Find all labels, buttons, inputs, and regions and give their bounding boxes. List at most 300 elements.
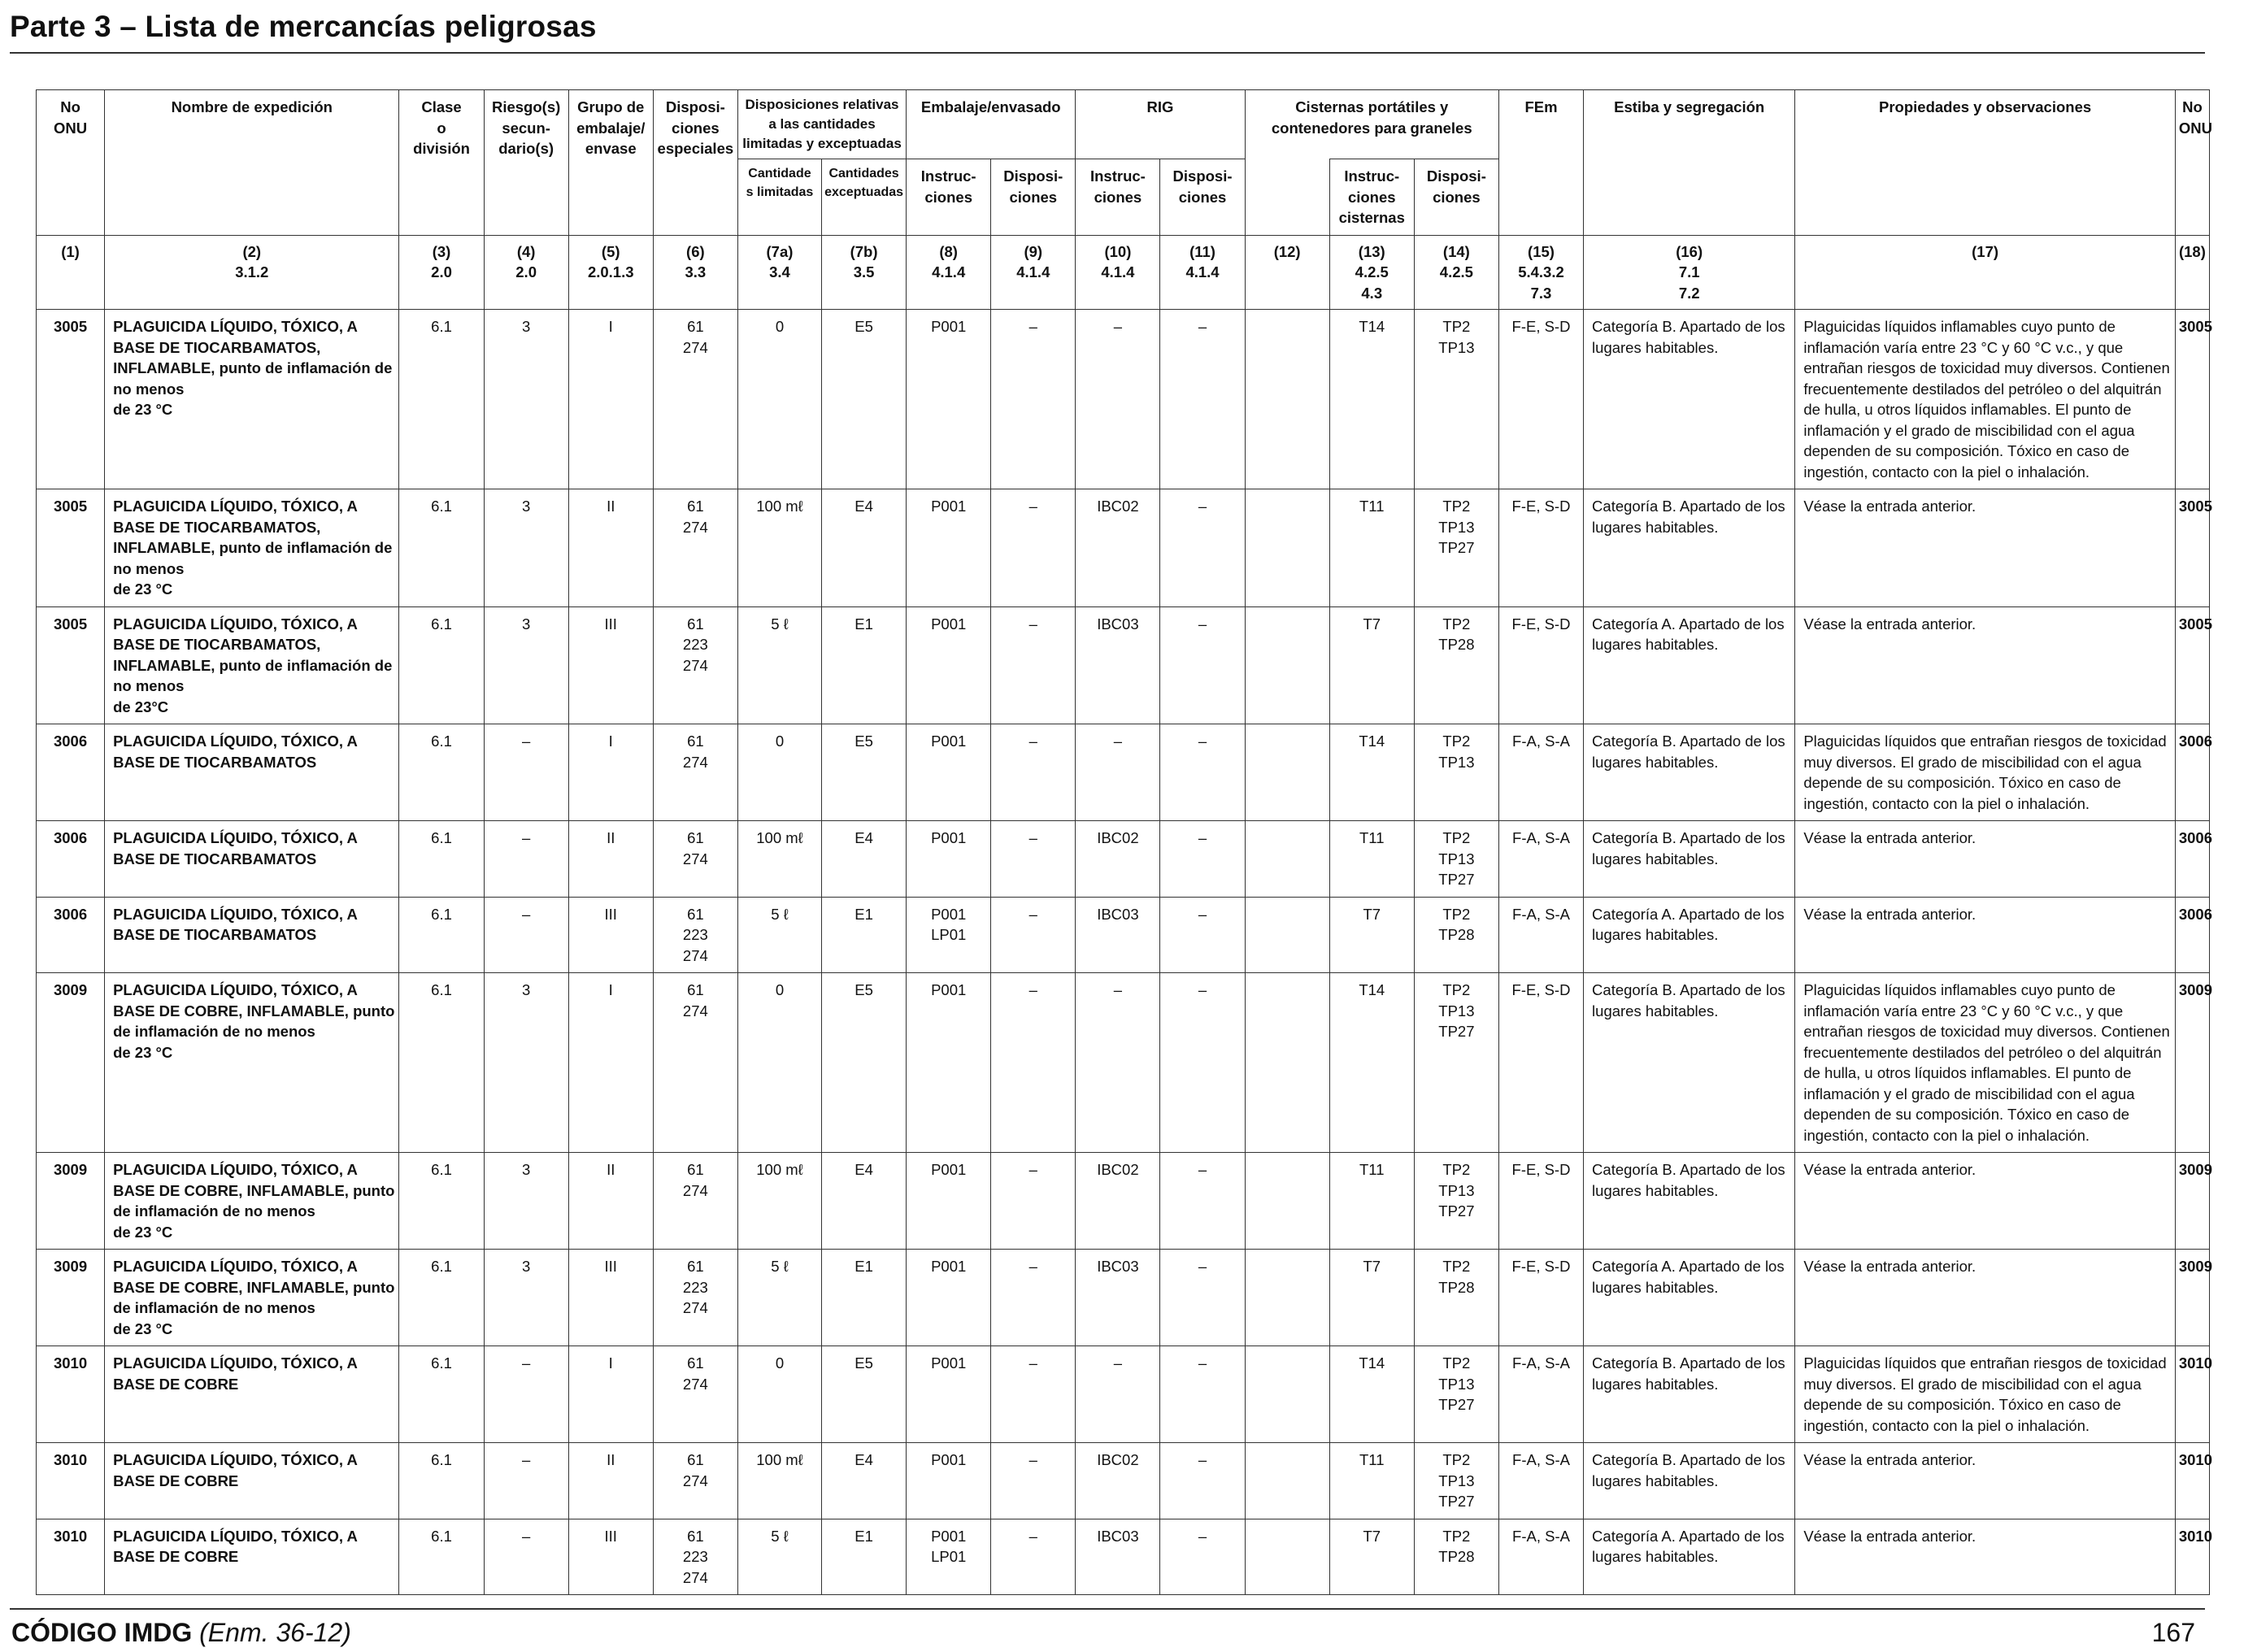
footer-code: CÓDIGO IMDG bbox=[11, 1618, 193, 1647]
class-cell: 6.1 bbox=[399, 1519, 484, 1595]
table-row bbox=[37, 1519, 2210, 1595]
special-provisions-cell: 61 274 bbox=[653, 973, 737, 1153]
ibc-instruction-cell: IBC02 bbox=[1076, 1443, 1160, 1519]
header-limited-quantities: Cantidade s limitadas bbox=[737, 159, 821, 236]
tank-instruction-cell: T11 bbox=[1329, 489, 1414, 607]
ibc-provision-cell: – bbox=[1160, 310, 1245, 489]
packing-group-cell: II bbox=[568, 821, 653, 898]
subsidiary-risk-cell: – bbox=[484, 1346, 568, 1443]
header-packing: Embalaje/envasado bbox=[907, 90, 1076, 159]
class-cell: 6.1 bbox=[399, 897, 484, 973]
packing-provision-cell: – bbox=[991, 606, 1076, 724]
class-cell: 6.1 bbox=[399, 489, 484, 607]
ibc-instruction-cell: IBC02 bbox=[1076, 1153, 1160, 1250]
shipping-name-cell bbox=[105, 1250, 399, 1346]
un-right-cell: 3009 bbox=[2175, 1250, 2209, 1346]
limited-quantity-cell: 0 bbox=[737, 973, 821, 1153]
properties-cell: Plaguicidas líquidos inflamables cuyo punto de inflamación varía entre 23 °C y 60 °C v.c., y que entrañan riesgos de toxicidad muy diversos. Contienen frecuentemente destilados del petróleo o del alquitrán de hulla, u otros líquidos inflamables. El punto de inflamación y el grado de miscibilidad con el agua dependen de su composición. Tóxico en caso de ingestión, contacto con la piel o inhalación. bbox=[1795, 973, 2176, 1153]
ems-cell: F-A, S-A bbox=[1498, 821, 1583, 898]
subsidiary-risk-cell: 3 bbox=[484, 973, 568, 1153]
properties-cell: Véase la entrada anterior. bbox=[1795, 821, 2176, 898]
ibc-instruction-cell: IBC02 bbox=[1076, 821, 1160, 898]
column-12-cell bbox=[1245, 724, 1329, 821]
column-number-14: (13) 4.2.5 4.3 bbox=[1329, 235, 1414, 310]
column-12-cell bbox=[1245, 606, 1329, 724]
tank-instruction-cell: T11 bbox=[1329, 821, 1414, 898]
header-ibc-instructions: Instruc- ciones bbox=[1076, 159, 1160, 236]
column-number-8: (7b) 3.5 bbox=[822, 235, 907, 310]
excepted-quantity-cell: E1 bbox=[822, 606, 907, 724]
shipping-name-qualifier: punto de inflamación de no menos de 23 °C bbox=[113, 1278, 395, 1337]
subsidiary-risk-cell: 3 bbox=[484, 1153, 568, 1250]
properties-cell: Véase la entrada anterior. bbox=[1795, 1153, 2176, 1250]
subsidiary-risk-cell: – bbox=[484, 1443, 568, 1519]
page-footer bbox=[10, 1608, 2205, 1649]
excepted-quantity-cell: E5 bbox=[822, 1346, 907, 1443]
excepted-quantity-cell: E5 bbox=[822, 310, 907, 489]
shipping-name-cell bbox=[105, 310, 399, 489]
packing-provision-cell: – bbox=[991, 1346, 1076, 1443]
shipping-name-main: PLAGUICIDA LÍQUIDO, TÓXICO, A BASE DE TIOCARBAMATOS bbox=[113, 829, 358, 867]
table-row bbox=[37, 1250, 2210, 1346]
ibc-provision-cell: – bbox=[1160, 1153, 1245, 1250]
ibc-provision-cell: – bbox=[1160, 1519, 1245, 1595]
column-12-cell bbox=[1245, 310, 1329, 489]
tank-instruction-cell: T7 bbox=[1329, 1250, 1414, 1346]
tank-instruction-cell: T7 bbox=[1329, 606, 1414, 724]
class-cell: 6.1 bbox=[399, 821, 484, 898]
stowage-cell: Categoría B. Apartado de los lugares habitables. bbox=[1584, 1443, 1795, 1519]
table-row bbox=[37, 973, 2210, 1153]
shipping-name-cell bbox=[105, 489, 399, 607]
tank-instruction-cell: T14 bbox=[1329, 310, 1414, 489]
ems-cell: F-A, S-A bbox=[1498, 1346, 1583, 1443]
class-cell: 6.1 bbox=[399, 1153, 484, 1250]
subsidiary-risk-cell: – bbox=[484, 724, 568, 821]
table-row bbox=[37, 1153, 2210, 1250]
shipping-name-main: PLAGUICIDA LÍQUIDO, TÓXICO, A BASE DE COBRE bbox=[113, 1527, 358, 1565]
special-provisions-cell: 61 274 bbox=[653, 1346, 737, 1443]
packing-group-cell: II bbox=[568, 1443, 653, 1519]
un-right-cell: 3010 bbox=[2175, 1443, 2209, 1519]
column-12-cell bbox=[1245, 1443, 1329, 1519]
packing-instruction-cell: P001 bbox=[907, 1346, 991, 1443]
special-provisions-cell: 61 274 bbox=[653, 310, 737, 489]
un-cell: 3005 bbox=[37, 489, 105, 607]
tank-instruction-cell: T14 bbox=[1329, 724, 1414, 821]
header-limited-excepted: Disposiciones relativas a las cantidades limitadas y exceptuadas bbox=[737, 90, 906, 159]
column-number-13: (12) bbox=[1245, 235, 1329, 310]
class-cell: 6.1 bbox=[399, 724, 484, 821]
column-12-cell bbox=[1245, 1153, 1329, 1250]
excepted-quantity-cell: E1 bbox=[822, 1250, 907, 1346]
ibc-instruction-cell: – bbox=[1076, 724, 1160, 821]
header-tank-instructions: Instruc- ciones cisternas bbox=[1329, 159, 1414, 236]
properties-cell: Véase la entrada anterior. bbox=[1795, 1519, 2176, 1595]
footer-amendment: (Enm. 36-12) bbox=[199, 1618, 351, 1647]
packing-provision-cell: – bbox=[991, 724, 1076, 821]
un-cell: 3005 bbox=[37, 606, 105, 724]
properties-cell: Véase la entrada anterior. bbox=[1795, 606, 2176, 724]
shipping-name-main: PLAGUICIDA LÍQUIDO, TÓXICO, A BASE DE COBRE, INFLAMABLE, bbox=[113, 1258, 358, 1296]
tank-provision-cell: TP2 TP28 bbox=[1414, 1250, 1498, 1346]
tank-provision-cell: TP2 TP13 TP27 bbox=[1414, 1153, 1498, 1250]
un-cell: 3010 bbox=[37, 1443, 105, 1519]
packing-instruction-cell: P001 bbox=[907, 973, 991, 1153]
un-cell: 3006 bbox=[37, 897, 105, 973]
properties-cell: Plaguicidas líquidos que entrañan riesgos de toxicidad muy diversos. El grado de miscibilidad con el agua depende de su composición. Tóxico en caso de ingestión, contacto con la piel o inhalación. bbox=[1795, 1346, 2176, 1443]
header-stowage: Estiba y segregación bbox=[1584, 90, 1795, 236]
excepted-quantity-cell: E4 bbox=[822, 821, 907, 898]
ibc-provision-cell: – bbox=[1160, 897, 1245, 973]
tank-instruction-cell: T7 bbox=[1329, 1519, 1414, 1595]
properties-cell: Plaguicidas líquidos que entrañan riesgos de toxicidad muy diversos. El grado de miscibilidad con el agua depende de su composición. Tóxico en caso de ingestión, contacto con la piel o inhalación. bbox=[1795, 724, 2176, 821]
ibc-instruction-cell: IBC02 bbox=[1076, 489, 1160, 607]
limited-quantity-cell: 100 mℓ bbox=[737, 1443, 821, 1519]
ems-cell: F-A, S-A bbox=[1498, 897, 1583, 973]
ibc-instruction-cell: – bbox=[1076, 310, 1160, 489]
packing-instruction-cell: P001 bbox=[907, 1153, 991, 1250]
header-shipping-name: Nombre de expedición bbox=[105, 90, 399, 236]
un-right-cell: 3005 bbox=[2175, 489, 2209, 607]
subsidiary-risk-cell: – bbox=[484, 897, 568, 973]
table-head bbox=[37, 90, 2210, 310]
shipping-name-qualifier: punto de inflamación de no menos de 23°C bbox=[113, 656, 393, 715]
ibc-provision-cell: – bbox=[1160, 724, 1245, 821]
header-tank-provisions: Disposi- ciones bbox=[1414, 159, 1498, 236]
special-provisions-cell: 61 223 274 bbox=[653, 606, 737, 724]
class-cell: 6.1 bbox=[399, 1250, 484, 1346]
column-number-19: (18) bbox=[2175, 235, 2209, 310]
un-cell: 3009 bbox=[37, 1153, 105, 1250]
packing-instruction-cell: P001 LP01 bbox=[907, 897, 991, 973]
tank-provision-cell: TP2 TP13 TP27 bbox=[1414, 973, 1498, 1153]
tank-instruction-cell: T7 bbox=[1329, 897, 1414, 973]
un-right-cell: 3009 bbox=[2175, 973, 2209, 1153]
shipping-name-main: PLAGUICIDA LÍQUIDO, TÓXICO, A BASE DE TIOCARBAMATOS bbox=[113, 905, 358, 943]
table-row bbox=[37, 1346, 2210, 1443]
un-cell: 3006 bbox=[37, 724, 105, 821]
tank-provision-cell: TP2 TP13 TP27 bbox=[1414, 821, 1498, 898]
ems-cell: F-E, S-D bbox=[1498, 310, 1583, 489]
stowage-cell: Categoría B. Apartado de los lugares habitables. bbox=[1584, 973, 1795, 1153]
header-ems: FEm bbox=[1498, 90, 1583, 236]
special-provisions-cell: 61 274 bbox=[653, 724, 737, 821]
excepted-quantity-cell: E4 bbox=[822, 1153, 907, 1250]
ibc-provision-cell: – bbox=[1160, 606, 1245, 724]
shipping-name-cell bbox=[105, 724, 399, 821]
tank-provision-cell: TP2 TP13 TP27 bbox=[1414, 1443, 1498, 1519]
tank-instruction-cell: T14 bbox=[1329, 973, 1414, 1153]
column-number-6: (6) 3.3 bbox=[653, 235, 737, 310]
ibc-provision-cell: – bbox=[1160, 821, 1245, 898]
shipping-name-cell bbox=[105, 897, 399, 973]
column-number-10: (9) 4.1.4 bbox=[991, 235, 1076, 310]
limited-quantity-cell: 100 mℓ bbox=[737, 489, 821, 607]
ibc-instruction-cell: IBC03 bbox=[1076, 1519, 1160, 1595]
shipping-name-cell bbox=[105, 1443, 399, 1519]
class-cell: 6.1 bbox=[399, 1346, 484, 1443]
ems-cell: F-E, S-D bbox=[1498, 606, 1583, 724]
column-number-1: (1) bbox=[37, 235, 105, 310]
tank-provision-cell: TP2 TP13 bbox=[1414, 724, 1498, 821]
table-row bbox=[37, 821, 2210, 898]
packing-instruction-cell: P001 bbox=[907, 310, 991, 489]
packing-provision-cell: – bbox=[991, 1519, 1076, 1595]
shipping-name-main: PLAGUICIDA LÍQUIDO, TÓXICO, A BASE DE TIOCARBAMATOS bbox=[113, 733, 358, 771]
ibc-instruction-cell: IBC03 bbox=[1076, 897, 1160, 973]
ibc-instruction-cell: – bbox=[1076, 1346, 1160, 1443]
shipping-name-qualifier: punto de inflamación de no menos de 23 °C bbox=[113, 359, 393, 418]
column-12-cell bbox=[1245, 489, 1329, 607]
header-properties: Propiedades y observaciones bbox=[1795, 90, 2176, 236]
column-number-11: (10) 4.1.4 bbox=[1076, 235, 1160, 310]
un-right-cell: 3005 bbox=[2175, 606, 2209, 724]
header-col-12-blank bbox=[1245, 159, 1329, 236]
packing-instruction-cell: P001 bbox=[907, 821, 991, 898]
shipping-name-main: PLAGUICIDA LÍQUIDO, TÓXICO, A BASE DE TIOCARBAMATOS, INFLAMABLE, bbox=[113, 318, 358, 376]
stowage-cell: Categoría A. Apartado de los lugares habitables. bbox=[1584, 1250, 1795, 1346]
subsidiary-risk-cell: – bbox=[484, 1519, 568, 1595]
class-cell: 6.1 bbox=[399, 1443, 484, 1519]
class-cell: 6.1 bbox=[399, 310, 484, 489]
packing-provision-cell: – bbox=[991, 310, 1076, 489]
tank-provision-cell: TP2 TP13 bbox=[1414, 310, 1498, 489]
shipping-name-cell bbox=[105, 1153, 399, 1250]
un-right-cell: 3006 bbox=[2175, 724, 2209, 821]
un-right-cell: 3006 bbox=[2175, 821, 2209, 898]
column-number-2: (2) 3.1.2 bbox=[105, 235, 399, 310]
ems-cell: F-E, S-D bbox=[1498, 489, 1583, 607]
header-packing-group: Grupo de embalaje/ envase bbox=[568, 90, 653, 236]
packing-group-cell: III bbox=[568, 897, 653, 973]
un-right-cell: 3010 bbox=[2175, 1346, 2209, 1443]
un-cell: 3005 bbox=[37, 310, 105, 489]
un-cell: 3009 bbox=[37, 1250, 105, 1346]
class-cell: 6.1 bbox=[399, 973, 484, 1153]
packing-group-cell: II bbox=[568, 1153, 653, 1250]
packing-provision-cell: – bbox=[991, 897, 1076, 973]
properties-cell: Véase la entrada anterior. bbox=[1795, 1443, 2176, 1519]
packing-instruction-cell: P001 bbox=[907, 606, 991, 724]
ibc-provision-cell: – bbox=[1160, 1443, 1245, 1519]
packing-provision-cell: – bbox=[991, 489, 1076, 607]
ibc-instruction-cell: IBC03 bbox=[1076, 606, 1160, 724]
header-un-no-right: No ONU bbox=[2175, 90, 2209, 236]
stowage-cell: Categoría B. Apartado de los lugares habitables. bbox=[1584, 1153, 1795, 1250]
shipping-name-qualifier: punto de inflamación de no menos de 23 °C bbox=[113, 1181, 395, 1241]
column-number-18: (17) bbox=[1795, 235, 2176, 310]
column-number-3: (3) 2.0 bbox=[399, 235, 484, 310]
packing-provision-cell: – bbox=[991, 1153, 1076, 1250]
excepted-quantity-cell: E5 bbox=[822, 973, 907, 1153]
ibc-instruction-cell: – bbox=[1076, 973, 1160, 1153]
subsidiary-risk-cell: – bbox=[484, 821, 568, 898]
column-number-row bbox=[37, 235, 2210, 310]
properties-cell: Plaguicidas líquidos inflamables cuyo punto de inflamación varía entre 23 °C y 60 °C v.c., y que entrañan riesgos de toxicidad muy diversos. Contienen frecuentemente destilados del petróleo o del alquitrán de hulla, u otros líquidos inflamables. El punto de inflamación y el grado de miscibilidad con el agua dependen de su composición. Tóxico en caso de ingestión, contacto con la piel o inhalación. bbox=[1795, 310, 2176, 489]
ems-cell: F-A, S-A bbox=[1498, 1519, 1583, 1595]
header-subsidiary-risk: Riesgo(s) secun- dario(s) bbox=[484, 90, 568, 236]
packing-provision-cell: – bbox=[991, 1443, 1076, 1519]
tank-provision-cell: TP2 TP28 bbox=[1414, 1519, 1498, 1595]
un-cell: 3010 bbox=[37, 1346, 105, 1443]
page-title: Parte 3 – Lista de mercancías peligrosas bbox=[10, 10, 597, 43]
header-packing-instructions: Instruc- ciones bbox=[907, 159, 991, 236]
excepted-quantity-cell: E1 bbox=[822, 1519, 907, 1595]
column-12-cell bbox=[1245, 1519, 1329, 1595]
un-right-cell: 3005 bbox=[2175, 310, 2209, 489]
limited-quantity-cell: 5 ℓ bbox=[737, 606, 821, 724]
limited-quantity-cell: 5 ℓ bbox=[737, 1519, 821, 1595]
page-header bbox=[10, 7, 2205, 54]
un-cell: 3006 bbox=[37, 821, 105, 898]
subsidiary-risk-cell: 3 bbox=[484, 1250, 568, 1346]
ibc-provision-cell: – bbox=[1160, 973, 1245, 1153]
properties-cell: Véase la entrada anterior. bbox=[1795, 897, 2176, 973]
ibc-provision-cell: – bbox=[1160, 489, 1245, 607]
ibc-instruction-cell: IBC03 bbox=[1076, 1250, 1160, 1346]
tank-instruction-cell: T11 bbox=[1329, 1443, 1414, 1519]
class-cell: 6.1 bbox=[399, 606, 484, 724]
column-number-5: (5) 2.0.1.3 bbox=[568, 235, 653, 310]
table-row bbox=[37, 606, 2210, 724]
shipping-name-cell bbox=[105, 1346, 399, 1443]
packing-group-cell: III bbox=[568, 1250, 653, 1346]
table-row bbox=[37, 724, 2210, 821]
limited-quantity-cell: 0 bbox=[737, 1346, 821, 1443]
special-provisions-cell: 61 274 bbox=[653, 489, 737, 607]
table-body bbox=[37, 310, 2210, 1595]
shipping-name-cell bbox=[105, 821, 399, 898]
column-number-15: (14) 4.2.5 bbox=[1414, 235, 1498, 310]
packing-group-cell: I bbox=[568, 724, 653, 821]
column-number-17: (16) 7.1 7.2 bbox=[1584, 235, 1795, 310]
table-row bbox=[37, 897, 2210, 973]
column-12-cell bbox=[1245, 1250, 1329, 1346]
tank-provision-cell: TP2 TP13 TP27 bbox=[1414, 1346, 1498, 1443]
column-12-cell bbox=[1245, 1346, 1329, 1443]
shipping-name-main: PLAGUICIDA LÍQUIDO, TÓXICO, A BASE DE COBRE bbox=[113, 1354, 358, 1393]
packing-instruction-cell: P001 bbox=[907, 724, 991, 821]
packing-group-cell: I bbox=[568, 1346, 653, 1443]
column-number-9: (8) 4.1.4 bbox=[907, 235, 991, 310]
packing-group-cell: II bbox=[568, 489, 653, 607]
shipping-name-cell bbox=[105, 606, 399, 724]
shipping-name-qualifier: punto de inflamación de no menos de 23 °C bbox=[113, 1002, 395, 1061]
header-special-provisions: Disposi- ciones especiales bbox=[653, 90, 737, 236]
packing-instruction-cell: P001 bbox=[907, 1443, 991, 1519]
subsidiary-risk-cell: 3 bbox=[484, 606, 568, 724]
packing-group-cell: I bbox=[568, 310, 653, 489]
special-provisions-cell: 61 223 274 bbox=[653, 1519, 737, 1595]
header-ibc-provisions: Disposi- ciones bbox=[1160, 159, 1245, 236]
table-row bbox=[37, 489, 2210, 607]
subsidiary-risk-cell: 3 bbox=[484, 489, 568, 607]
ems-cell: F-A, S-A bbox=[1498, 724, 1583, 821]
packing-provision-cell: – bbox=[991, 973, 1076, 1153]
packing-provision-cell: – bbox=[991, 821, 1076, 898]
stowage-cell: Categoría A. Apartado de los lugares habitables. bbox=[1584, 1519, 1795, 1595]
column-12-cell bbox=[1245, 821, 1329, 898]
shipping-name-cell bbox=[105, 973, 399, 1153]
limited-quantity-cell: 5 ℓ bbox=[737, 1250, 821, 1346]
packing-group-cell: I bbox=[568, 973, 653, 1153]
packing-provision-cell: – bbox=[991, 1250, 1076, 1346]
ems-cell: F-E, S-D bbox=[1498, 1250, 1583, 1346]
ibc-provision-cell: – bbox=[1160, 1346, 1245, 1443]
header-packing-provisions: Disposi- ciones bbox=[991, 159, 1076, 236]
special-provisions-cell: 61 223 274 bbox=[653, 897, 737, 973]
table-row bbox=[37, 1443, 2210, 1519]
footer-citation bbox=[11, 1616, 351, 1649]
ems-cell: F-A, S-A bbox=[1498, 1443, 1583, 1519]
packing-instruction-cell: P001 bbox=[907, 1250, 991, 1346]
special-provisions-cell: 61 223 274 bbox=[653, 1250, 737, 1346]
un-right-cell: 3010 bbox=[2175, 1519, 2209, 1595]
ems-cell: F-E, S-D bbox=[1498, 973, 1583, 1153]
limited-quantity-cell: 100 mℓ bbox=[737, 821, 821, 898]
stowage-cell: Categoría B. Apartado de los lugares habitables. bbox=[1584, 1346, 1795, 1443]
header-ibc: RIG bbox=[1076, 90, 1245, 159]
tank-provision-cell: TP2 TP13 TP27 bbox=[1414, 489, 1498, 607]
special-provisions-cell: 61 274 bbox=[653, 1153, 737, 1250]
column-number-12: (11) 4.1.4 bbox=[1160, 235, 1245, 310]
stowage-cell: Categoría B. Apartado de los lugares habitables. bbox=[1584, 489, 1795, 607]
stowage-cell: Categoría B. Apartado de los lugares habitables. bbox=[1584, 310, 1795, 489]
properties-cell: Véase la entrada anterior. bbox=[1795, 489, 2176, 607]
limited-quantity-cell: 0 bbox=[737, 724, 821, 821]
stowage-cell: Categoría B. Apartado de los lugares habitables. bbox=[1584, 724, 1795, 821]
tank-provision-cell: TP2 TP28 bbox=[1414, 606, 1498, 724]
un-right-cell: 3009 bbox=[2175, 1153, 2209, 1250]
un-cell: 3009 bbox=[37, 973, 105, 1153]
ems-cell: F-E, S-D bbox=[1498, 1153, 1583, 1250]
page-number: 167 bbox=[2151, 1618, 2195, 1647]
shipping-name-main: PLAGUICIDA LÍQUIDO, TÓXICO, A BASE DE COBRE, INFLAMABLE, bbox=[113, 981, 358, 1019]
column-number-16: (15) 5.4.3.2 7.3 bbox=[1498, 235, 1583, 310]
header-class: Clase o división bbox=[399, 90, 484, 236]
stowage-cell: Categoría A. Apartado de los lugares habitables. bbox=[1584, 606, 1795, 724]
excepted-quantity-cell: E4 bbox=[822, 489, 907, 607]
subsidiary-risk-cell: 3 bbox=[484, 310, 568, 489]
dangerous-goods-table bbox=[36, 89, 2210, 1595]
packing-group-cell: III bbox=[568, 1519, 653, 1595]
shipping-name-main: PLAGUICIDA LÍQUIDO, TÓXICO, A BASE DE COBRE bbox=[113, 1451, 358, 1489]
un-right-cell: 3006 bbox=[2175, 897, 2209, 973]
packing-group-cell: III bbox=[568, 606, 653, 724]
table-row bbox=[37, 310, 2210, 489]
header-excepted-quantities: Cantidades exceptuadas bbox=[822, 159, 907, 236]
column-12-cell bbox=[1245, 973, 1329, 1153]
column-number-4: (4) 2.0 bbox=[484, 235, 568, 310]
shipping-name-main: PLAGUICIDA LÍQUIDO, TÓXICO, A BASE DE TIOCARBAMATOS, INFLAMABLE, bbox=[113, 615, 358, 674]
tank-instruction-cell: T11 bbox=[1329, 1153, 1414, 1250]
column-number-7: (7a) 3.4 bbox=[737, 235, 821, 310]
excepted-quantity-cell: E1 bbox=[822, 897, 907, 973]
limited-quantity-cell: 0 bbox=[737, 310, 821, 489]
shipping-name-main: PLAGUICIDA LÍQUIDO, TÓXICO, A BASE DE COBRE, INFLAMABLE, bbox=[113, 1161, 358, 1199]
shipping-name-qualifier: punto de inflamación de no menos de 23 °C bbox=[113, 539, 393, 598]
limited-quantity-cell: 5 ℓ bbox=[737, 897, 821, 973]
header-row-1 bbox=[37, 90, 2210, 159]
shipping-name-cell bbox=[105, 1519, 399, 1595]
special-provisions-cell: 61 274 bbox=[653, 1443, 737, 1519]
header-un-no: No ONU bbox=[37, 90, 105, 236]
stowage-cell: Categoría B. Apartado de los lugares habitables. bbox=[1584, 821, 1795, 898]
excepted-quantity-cell: E4 bbox=[822, 1443, 907, 1519]
limited-quantity-cell: 100 mℓ bbox=[737, 1153, 821, 1250]
excepted-quantity-cell: E5 bbox=[822, 724, 907, 821]
